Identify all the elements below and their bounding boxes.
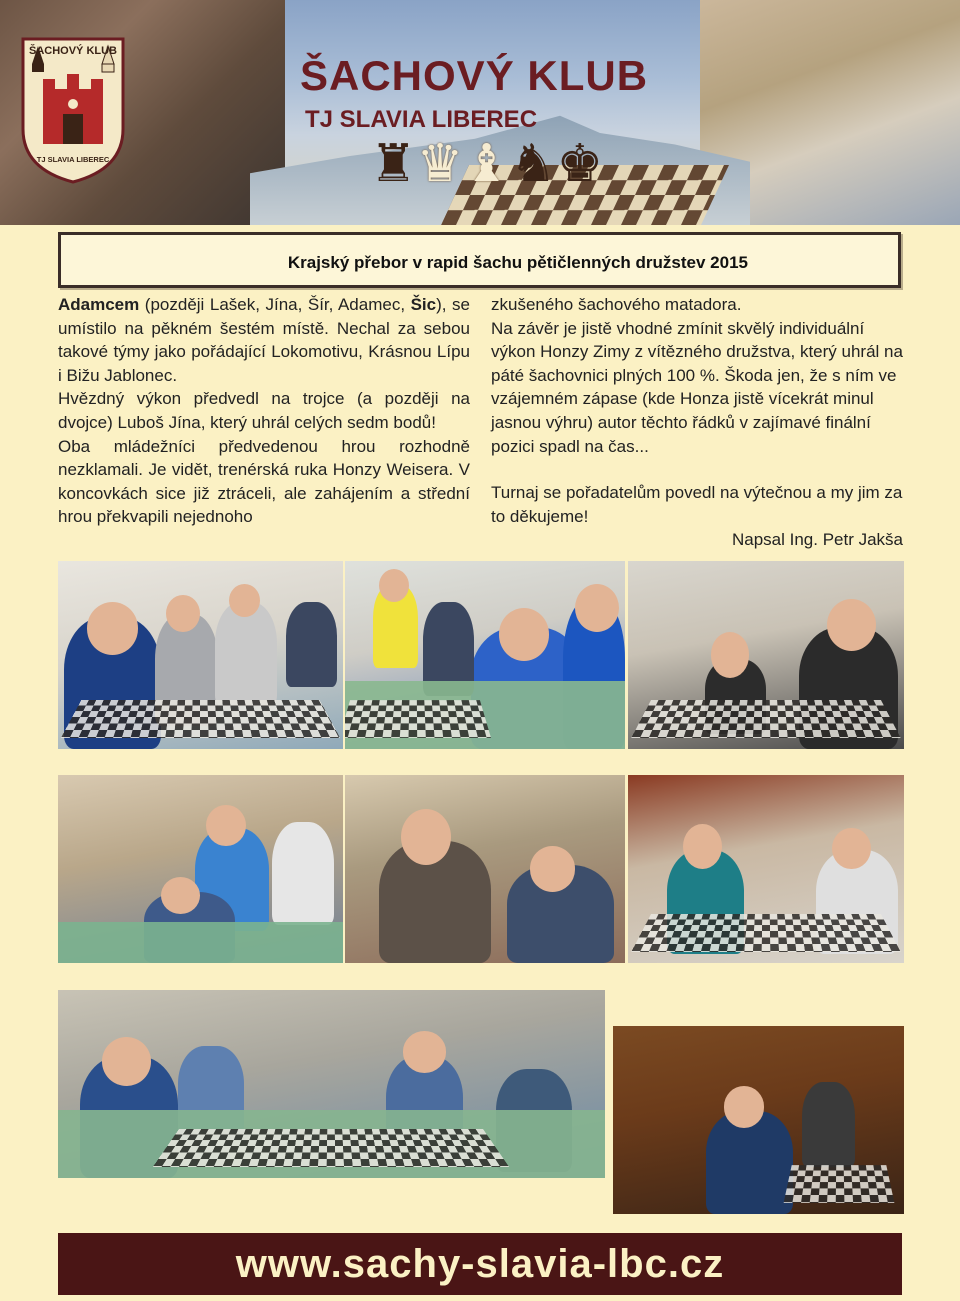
photo-players-row2-right — [628, 775, 904, 963]
website-link[interactable]: www.sachy-slavia-lbc.cz — [235, 1241, 725, 1286]
photo-players-row1-left — [58, 561, 343, 749]
left-paragraph-1 — [58, 293, 470, 387]
club-title: ŠACHOVÝ KLUB — [300, 52, 649, 99]
bold-name: Adamcem — [58, 295, 140, 314]
article-heading-box — [58, 232, 901, 288]
right-paragraph-2: Na závěr je jistě vhodné zmínit skvělý individuální výkon Honzy Zimy z vítězného družstva, který uhrál na páté šachovnici plných 100 %. Škoda jen, že s ním ve vzájemném zápase (kde Honza jistě vícekrát minul jasnou výhru) autor těchto řádků v zajímavé finální pozici spadl na čas... — [491, 318, 903, 456]
club-subtitle: TJ SLAVIA LIBEREC — [305, 106, 538, 133]
right-paragraph-1: zkušeného šachového matadora. — [491, 295, 742, 314]
left-paragraph-3: Oba mládežníci předvedenou hrou rozhodně nezklamali. Je vidět, trenérská ruka Honzy Weisera. V koncovkách sice již ztráceli, ale zahájením a střední hrou překvapili nejednoho — [58, 436, 470, 527]
right-paragraph-3: Turnaj se pořadatelům povedl na výtečnou a my jim za to děkujeme! — [491, 483, 903, 526]
crest-text-top: ŠACHOVÝ KLUB — [28, 45, 118, 57]
photo-players-row1-middle — [345, 561, 625, 749]
photo-players-row2-middle — [345, 775, 625, 963]
left-paragraph-2: Hvězdný výkon předvedl na trojce (a později na dvojce) Luboš Jína, který uhrál celých sedm bodů! — [58, 389, 470, 432]
article-right-column — [491, 293, 903, 552]
article-heading: Krajský přebor v rapid šachu pětičlenných družstev 2015 — [287, 253, 748, 272]
photo-players-row2-left — [58, 775, 343, 963]
club-crest-logo — [18, 34, 128, 184]
crest-text-bottom: TJ SLAVIA LIBEREC — [36, 155, 110, 164]
photo-players-row3-right — [613, 1026, 904, 1214]
bold-name: Šic — [410, 295, 437, 314]
chess-pieces-graphic: ♜♛♝♞♚ — [370, 135, 604, 193]
article-signature: Napsal Ing. Petr Jakša — [731, 530, 903, 550]
paragraph-text: ), se umístilo na pěkném šestém místě. Nechal za sebou takové týmy jako pořádající Lokomotivu, Krásnou Lípu i Bižu Jablonec. — [58, 295, 470, 385]
photo-players-row3-left — [58, 990, 605, 1178]
header-banner — [0, 0, 960, 225]
footer-bar — [58, 1233, 902, 1295]
paragraph-text: (později Lašek, Jína, Šír, Adamec, — [139, 295, 411, 314]
article-left-column — [58, 293, 470, 529]
photo-players-row1-right — [628, 561, 904, 749]
